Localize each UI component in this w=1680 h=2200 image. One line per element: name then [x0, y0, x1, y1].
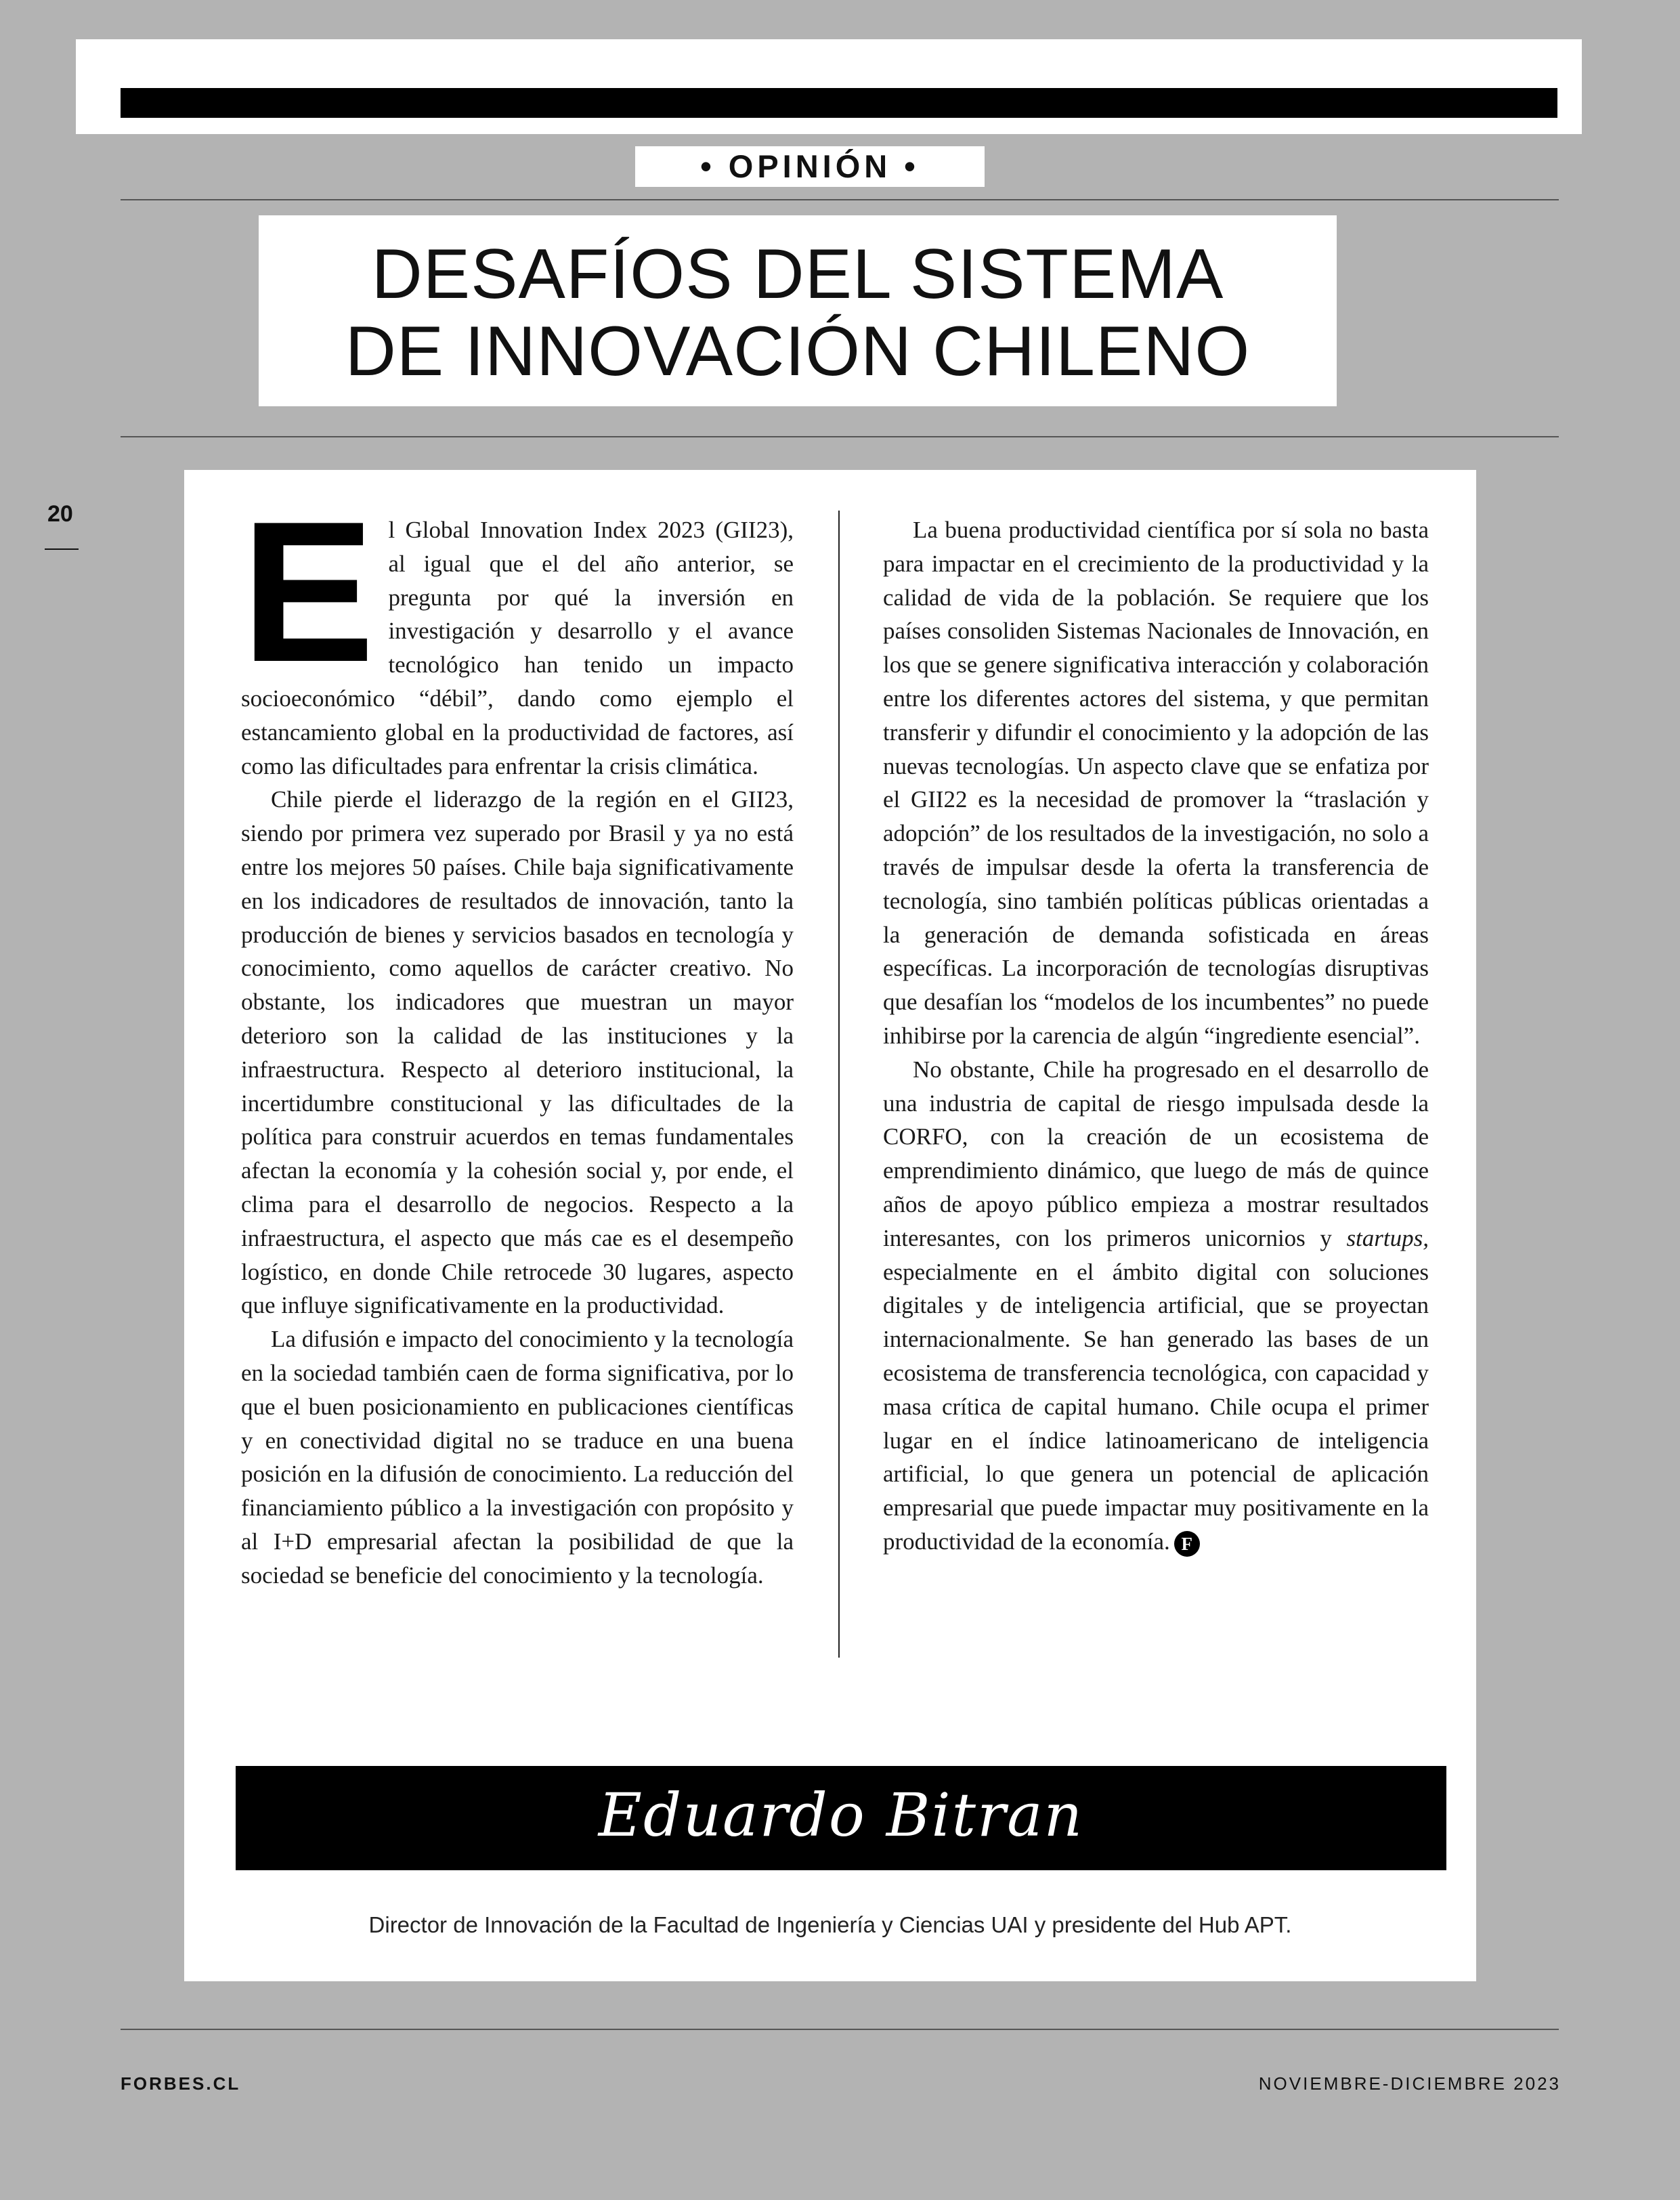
paragraph-text: especialmente en el ámbito digital con soluciones digitales y de inteligencia artificial, que se proyectan internacionalmente. Se han generado las bases de un ecosistema de transferencia tecnológica, con capacidad y masa crítica de capital humano. Chile ocupa el primer lugar en el índice latinoamericano de inteligencia artificial, lo que genera un potencial de aplicación empresarial que puede impactar muy positivamente en la productividad de la economía.	[883, 1258, 1429, 1555]
drop-cap: E	[241, 479, 375, 704]
section-kicker: • OPINIÓN •	[635, 146, 985, 187]
headline-line-1: DESAFÍOS DEL SISTEMA	[371, 235, 1224, 314]
footer-issue-date: NOVIEMBRE-DICIEMBRE 2023	[1258, 2073, 1561, 2094]
paragraph-text: No obstante, Chile ha progresado en el desarrollo de una industria de capital de riesgo impulsada desde la CORFO, con la creación de un ecosistema de emprendimiento dinámico, que luego de más de quince años de apoyo público empieza a mostrar resultados interesantes, con los primeros unicornios y	[883, 1056, 1429, 1251]
top-black-bar	[121, 88, 1557, 118]
article-panel	[184, 470, 1476, 1981]
page-number: 20	[47, 501, 73, 527]
article-paragraph: Chile pierde el liderazgo de la región en el GII23, siendo por primera vez superado por Brasil y ya no está entre los mejores 50 países. Chile baja significativamente en los indicadores de resultados de innovación, tanto la producción de bienes y servicios basados en tecnología y conocimiento, como aquellos de carácter creativo. No obstante, los indicadores que muestran un mayor deterioro son la calidad de las instituciones y la infraestructura. Respecto al deterioro institucional, la incertidumbre constitucional y las dificultades de la política para construir acuerdos en temas fundamentales afectan la economía y la cohesión social y, por ende, el clima para el desarrollo de negocios. Respecto a la infraestructura, el aspecto que más cae es el desempeño logístico, en donde Chile retrocede 30 lugares, aspecto que influye significativamente en la productividad.	[241, 786, 794, 1319]
author-signature: Eduardo Bitran	[598, 1780, 1084, 1850]
article-paragraph: La buena productividad científica por sí sola no basta para impactar en el crecimiento de la productividad y la calidad de vida de la población. Se requiere que los países consoliden Sistemas Nacionales de Innovación, en los que se genere significativa interacción y colaboración entre los diferentes actores del sistema, y que permitan transferir y difundir el conocimiento y la adopción de las nuevas tecnologías. Un aspecto clave que se enfatiza por el GII22 es la necesidad de promover la “traslación y adopción” de los resultados de la investigación, no solo a través de impulsar desde la oferta la transferencia de tecnología, sino también políticas públicas orientadas a la generación de demanda sofisticada en áreas específicas. La incorporación de tecnologías disruptivas que desafían los “modelos de los incumbentes” no puede inhibirse por la carencia de algún “ingrediente esencial”.	[883, 517, 1429, 1049]
article-paragraph	[241, 479, 794, 783]
article-column-1	[241, 479, 794, 1593]
article-column-2	[883, 513, 1429, 1559]
forbes-end-mark-icon: F	[1174, 1531, 1200, 1557]
article-paragraph	[883, 1053, 1429, 1559]
paragraph-text: l Global Innovation Index 2023 (GII23), al igual que el del año anterior, se pregunta por qué la inversión en investigación y desarrollo y el avance tecnológico han tenido un impacto socioeconómico “débil”, dando como ejemplo el estancamiento global en la productividad de factores, así como las dificultades para enfrentar la crisis climática.	[241, 517, 794, 779]
footer-publication: FORBES.CL	[121, 2073, 241, 2094]
page-number-rule	[45, 548, 79, 550]
top-band	[76, 39, 1582, 134]
footer-rule	[121, 2029, 1559, 2030]
column-divider	[838, 511, 840, 1658]
signature-band	[236, 1766, 1446, 1870]
article-paragraph: La difusión e impacto del conocimiento y la tecnología en la sociedad también caen de forma significativa, por lo que el buen posicionamiento en publicaciones científicas y en conectividad digital no se traduce en una buena posición en la difusión de conocimiento. La reducción del financiamiento público a la investigación con propósito y al I+D empresarial afectan la posibilidad de que la sociedad se beneficie del conocimiento y la tecnología.	[241, 1326, 794, 1589]
author-caption: Director de Innovación de la Facultad de Ingeniería y Ciencias UAI y presidente del Hub APT.	[368, 1912, 1292, 1937]
headline-line-2: DE INNOVACIÓN CHILENO	[345, 312, 1251, 391]
rule-under-headline	[121, 436, 1559, 437]
italic-term: startups,	[1346, 1224, 1429, 1251]
headline	[259, 215, 1337, 390]
rule-under-kicker	[121, 199, 1559, 200]
headline-box	[259, 215, 1337, 406]
